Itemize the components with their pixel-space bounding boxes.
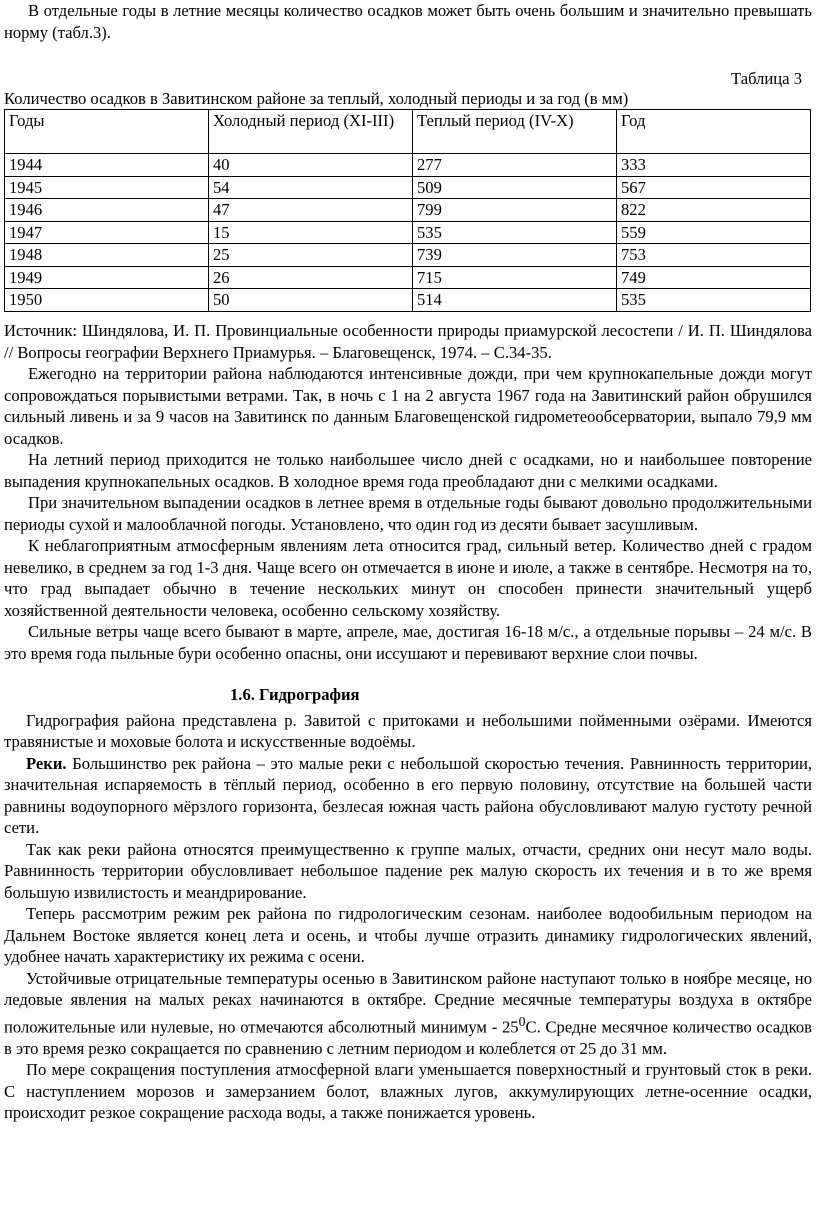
table-header-row [5, 110, 811, 154]
cell-cold: 54 [209, 176, 413, 199]
header-cold-period: Холодный период (XI-III) [209, 110, 413, 154]
table-row [5, 154, 811, 177]
body-text [4, 320, 812, 1124]
table-row [5, 176, 811, 199]
paragraph: К неблагоприятным атмосферным явлениям лета относится град, сильный ветер. Количество дней с градом невелико, в среднем за год 1-3 дня. Чаще всего он отмечается в июне и июле, а также в сентябре. Несмотря на то, что град выпадает обычно в течение нескольких минут он способен принести значительный ущерб хозяйственной деятельности человека, особенно сельскому хозяйству. [4, 536, 812, 620]
header-warm-period: Теплый период (IV-X) [413, 110, 617, 154]
table-row [5, 289, 811, 312]
rivers-text: Большинство рек района – это малые реки с небольшой скоростью течения. Равнинность территории, значительная испаряемость в тёплый период, особенно в его первую половину, отсутствие на большей части равнины водоупорного мёрзлого горизонта, безлесая южная часть района обусловливают малую густоту речной сети. [4, 753, 812, 837]
cell-cold: 15 [209, 221, 413, 244]
header-year-total: Год [617, 110, 811, 154]
paragraph: Ежегодно на территории района наблюдаются интенсивные дожди, при чем крупнокапельные дожди могут сопровождаться порывистыми ветрами. Так, в ночь с 1 на 2 августа 1967 года на Завитинский район обрушился сильный ливень и за 9 часов на Завитинск по данным Благовещенской гидрометеообсерватории, выпало 79,9 мм осадков. [4, 364, 812, 448]
section-heading: 1.6. Гидрография [230, 685, 360, 704]
cell-year: 1949 [5, 266, 209, 289]
cell-year: 1947 [5, 221, 209, 244]
cell-total: 753 [617, 244, 811, 267]
table-title: Количество осадков в Завитинском районе за теплый, холодный периоды и за год (в мм) [4, 89, 629, 108]
table-row [5, 199, 811, 222]
paragraph: Так как реки района относятся преимущественно к группе малых, отчасти, средних они несут мало воды. Равнинность территории обусловливает небольшое падение рек малую скорость их течения и в то же время большую извилистость и меандрирование. [4, 839, 812, 902]
cell-warm: 509 [413, 176, 617, 199]
cell-warm: 514 [413, 289, 617, 312]
paragraph: На летний период приходится не только наибольшее число дней с осадками, но и наибольшее повторение выпадения крупнокапельных осадков. В холодное время года преобладают дни с мелкими осадками. [4, 450, 812, 491]
rivers-paragraph [4, 753, 812, 839]
cell-cold: 50 [209, 289, 413, 312]
cell-cold: 40 [209, 154, 413, 177]
cell-total: 749 [617, 266, 811, 289]
cell-total: 822 [617, 199, 811, 222]
table-caption: Таблица 3 [731, 69, 802, 88]
header-years: Годы [5, 110, 209, 154]
cell-cold: 47 [209, 199, 413, 222]
precipitation-table [4, 109, 811, 312]
source-note: Источник: Шиндялова, И. П. Провинциальные особенности природы приамурской лесостепи / И. П. Шиндялова // Вопросы географии Верхнего Приамурья. – Благовещенск, 1974. – С.34-35. [4, 321, 812, 362]
autumn-paragraph [4, 968, 812, 1060]
cell-year: 1948 [5, 244, 209, 267]
table-row [5, 221, 811, 244]
autumn-text-end: С. Средне месячное количество осадков в это время резко сокращается по сравнению с летним периодом и колеблется от 25 до 31 мм. [4, 1017, 812, 1058]
cell-warm: 715 [413, 266, 617, 289]
cell-cold: 25 [209, 244, 413, 267]
cell-total: 535 [617, 289, 811, 312]
degree-superscript: 0 [518, 1013, 526, 1029]
table-row [5, 244, 811, 267]
cell-year: 1950 [5, 289, 209, 312]
paragraph: Теперь рассмотрим режим рек района по гидрологическим сезонам. наиболее водообильным периодом на Дальнем Востоке является конец лета и осень, и чтобы лучше отразить динамику гидрологических явлений, удобнее начать характеристику их режима с осени. [4, 904, 812, 966]
paragraph: По мере сокращения поступления атмосферной влаги уменьшается поверхностный и грунтовый сток в реки. С наступлением морозов и замерзанием болот, влажных лугов, аккумулирующих летне-осенние осадки, происходит резкое сокращение расхода воды, а также понижается уровень. [4, 1060, 812, 1123]
cell-total: 333 [617, 154, 811, 177]
cell-warm: 277 [413, 154, 617, 177]
table-row [5, 266, 811, 289]
cell-warm: 535 [413, 221, 617, 244]
paragraph: При значительном выпадении осадков в летнее время в отдельные годы бывают довольно продолжительными периоды сухой и малооблачной погоды. Установлено, что один год из десяти бывает засушливым. [4, 493, 812, 534]
autumn-text-start: Устойчивые отрицательные температуры осенью в Завитинском районе наступают только в ноябре месяце, но ледовые явления на малых реках начинаются в октябре. Средние месячные температуры воздуха в октябре положительные или нулевые, но отмечаются абсолютный минимум - 25 [4, 968, 812, 1037]
cell-cold: 26 [209, 266, 413, 289]
cell-year: 1945 [5, 176, 209, 199]
paragraph: Сильные ветры чаще всего бывают в марте, апреле, мае, достигая 16-18 м/с., а отдельные порывы – 24 м/с. В это время года пыльные бури особенно опасны, они иссушают и перевивают верхние слои почвы. [4, 622, 812, 663]
cell-year: 1944 [5, 154, 209, 177]
cell-warm: 799 [413, 199, 617, 222]
cell-year: 1946 [5, 199, 209, 222]
cell-total: 567 [617, 176, 811, 199]
cell-total: 559 [617, 221, 811, 244]
intro-paragraph: В отдельные годы в летние месяцы количество осадков может быть очень большим и значительно превышать норму (табл.3). [4, 1, 812, 42]
cell-warm: 739 [413, 244, 617, 267]
rivers-label: Реки. [26, 753, 67, 773]
hydrography-paragraph: Гидрография района представлена р. Завитой с притоками и небольшими пойменными озёрами. Имеются травянистые и моховые болота и искусственные водоёмы. [4, 710, 812, 751]
